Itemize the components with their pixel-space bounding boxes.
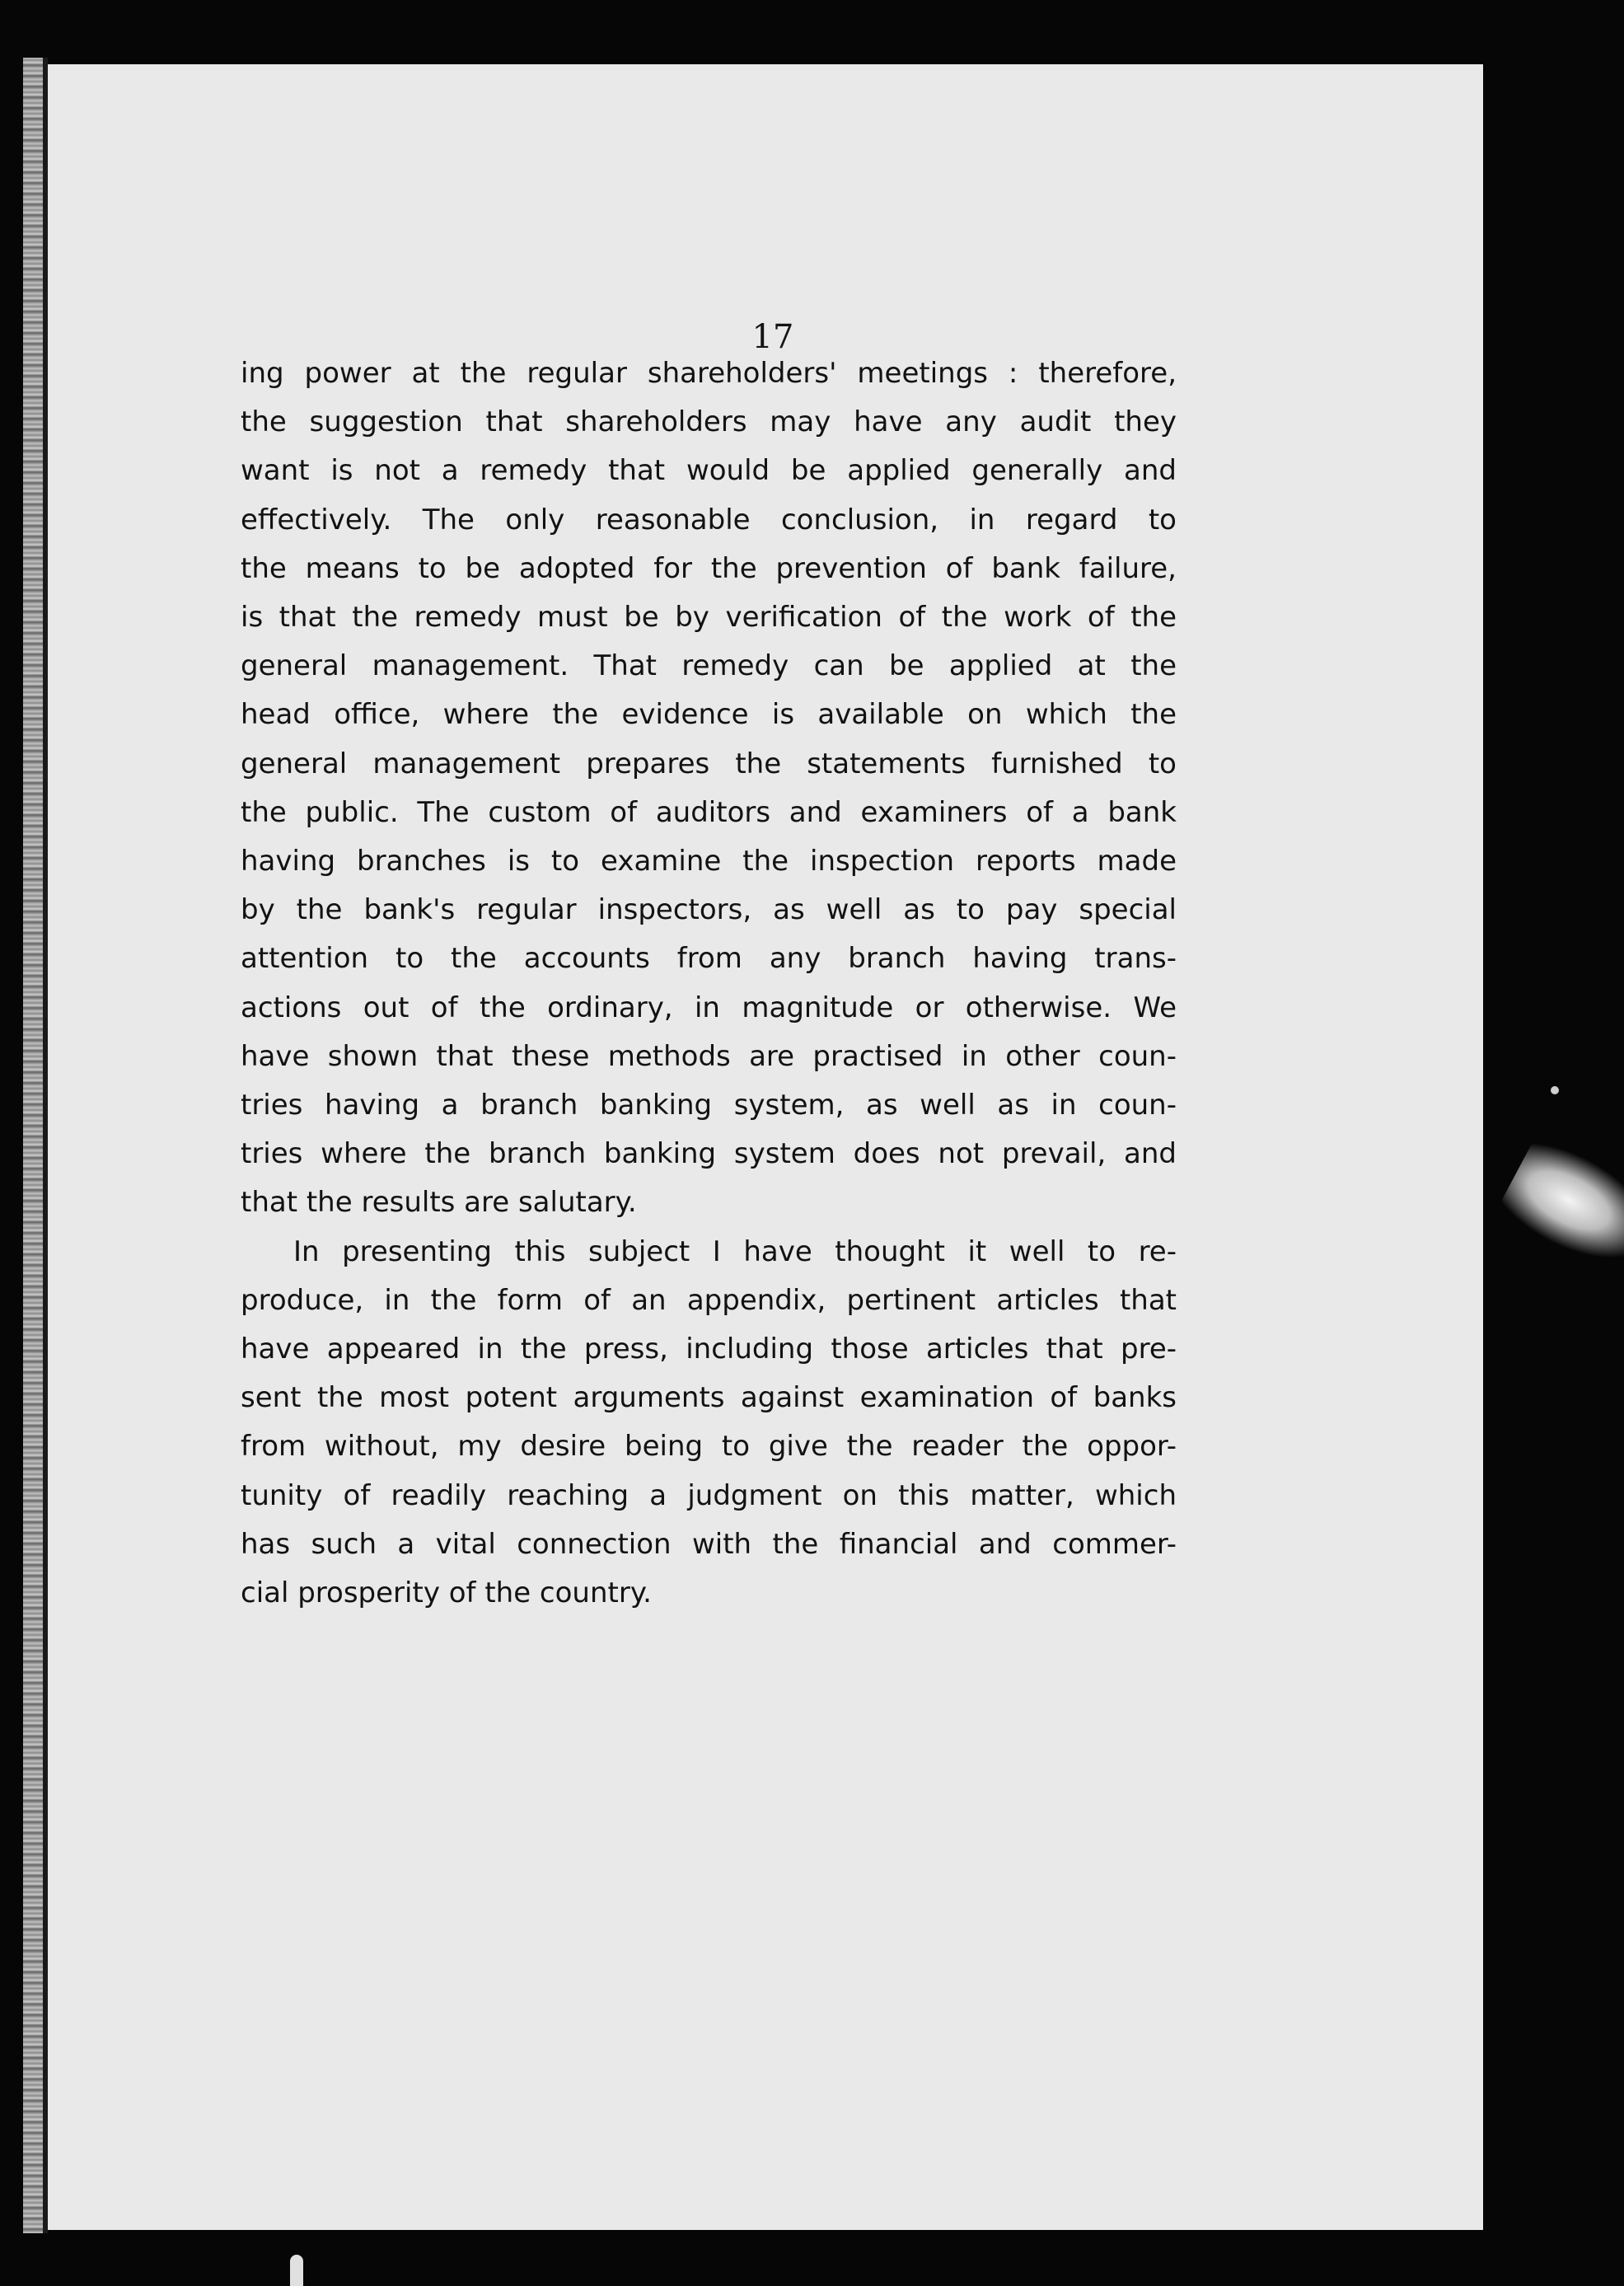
text-line: cial prosperity of the country. [241,1576,652,1610]
text-line: tries where the branch banking system does not prevail, and [241,1137,1177,1171]
paragraph-1 [241,349,1177,1228]
text-line: tries having a branch banking system, as well as in coun- [241,1089,1177,1122]
body-text [241,349,1177,1618]
text-line: general management. That remedy can be applied at the [241,649,1177,683]
text-line: the public. The custom of auditors and examiners of a bank [241,795,1177,829]
text-line: the suggestion that shareholders may have any audit they [241,405,1177,439]
text-line: actions out of the ordinary, in magnitude or otherwise. We [241,991,1177,1024]
text-line: has such a vital connection with the financial and commer- [241,1527,1177,1561]
scan-speck [1551,1086,1559,1094]
page-number: 17 [751,318,794,356]
text-line: that the results are salutary. [241,1186,637,1220]
text-line: sent the most potent arguments against examination of banks [241,1381,1177,1415]
text-line: from without, my desire being to give the reader the oppor- [241,1430,1177,1464]
text-line: head office, where the evidence is available on which the [241,698,1177,732]
text-line: In presenting this subject I have thought it well to re- [293,1234,1177,1268]
text-line: produce, in the form of an appendix, pertinent articles that [241,1283,1177,1317]
text-line: general management prepares the statements furnished to [241,747,1177,780]
text-line: attention to the accounts from any branch having trans- [241,942,1177,976]
text-line: ing power at the regular shareholders' meetings : therefore, [241,357,1177,390]
text-line: is that the remedy must be by verification of the work of the [241,601,1177,635]
scan-bottom-mark [290,2255,303,2286]
text-line: have appeared in the press, including those articles that pre- [241,1333,1177,1366]
text-line: tunity of readily reaching a judgment on this matter, which [241,1478,1177,1512]
text-line: by the bank's regular inspectors, as well as to pay special [241,893,1177,927]
text-line: want is not a remedy that would be applied generally and [241,454,1177,488]
paragraph-2 [241,1228,1177,1618]
text-line: have shown that these methods are practised in other coun- [241,1039,1177,1073]
text-line: the means to be adopted for the prevention of bank failure, [241,551,1177,585]
text-line: effectively. The only reasonable conclusion, in regard to [241,503,1177,536]
text-line: having branches is to examine the inspection reports made [241,845,1177,878]
